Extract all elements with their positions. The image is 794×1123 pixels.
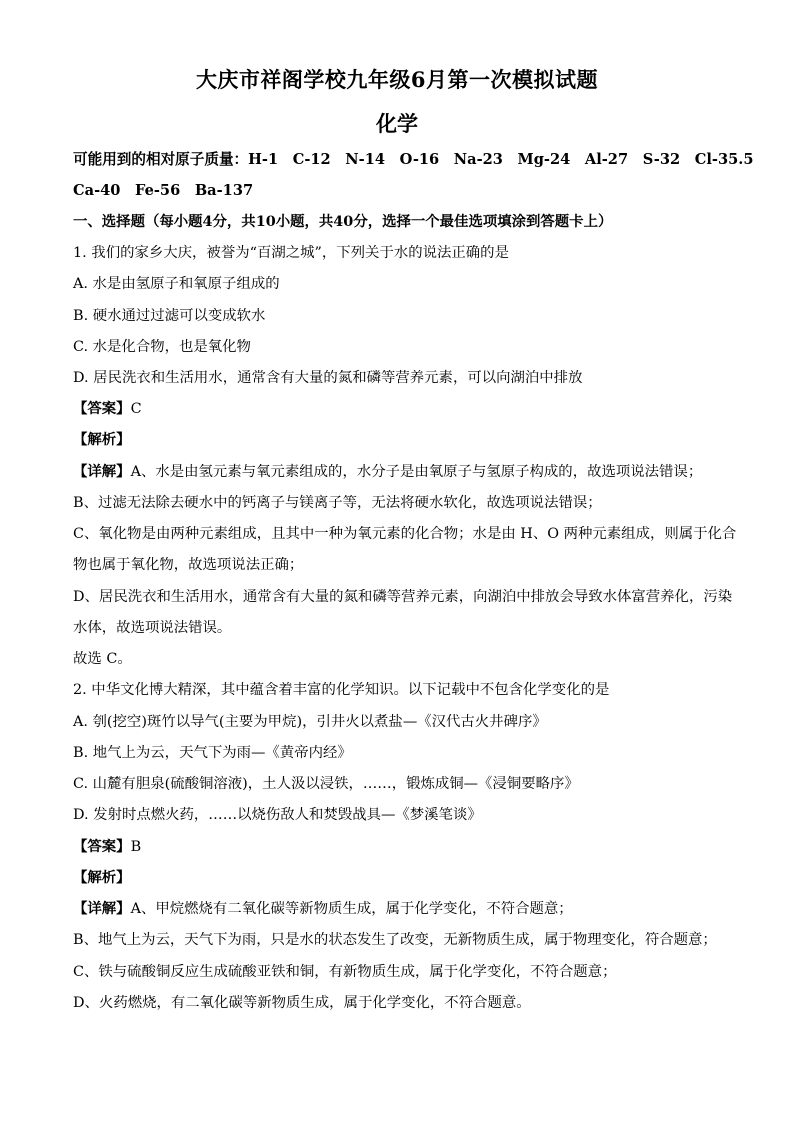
q1-detail-line-6: 水体，故选项说法错误。 [73, 620, 232, 636]
q1-detail-line-2: B、过滤无法除去硬水中的钙离子与镁离子等，无法将硬水软化，故选项说法错误； [73, 495, 602, 511]
q1-answer-label: 【答案】 [73, 400, 131, 417]
q1-option-d: D. 居民洗衣和生活用水，通常含有大量的氮和磷等营养元素，可以向湖泊中排放 [73, 370, 583, 386]
atomic-mass-line-2: Ca-40 Fe-56 Ba-137 [73, 182, 254, 199]
q1-option-b: B. 硬水通过过滤可以变成软水 [73, 308, 266, 324]
q1-analysis-label: 【解析】 [73, 431, 131, 448]
q1-detail-text-1: A、水是由氢元素与氧元素组成的，水分子是由氧原子与氢原子构成的，故选项说法错误； [130, 464, 703, 480]
q1-detail-line-4: 物也属于氧化物，故选项说法正确； [73, 557, 304, 573]
q2-analysis-label: 【解析】 [73, 869, 131, 886]
q1-detail-line-1 [73, 462, 723, 482]
subject-title: 化学 [376, 111, 418, 136]
section-heading: 一、选择题（每小题4分，共10小题，共40分，选择一个最佳选项填涂到答题卡上） [73, 213, 613, 230]
q2-detail-text-1: A、甲烷燃烧有二氧化碳等新物质生成，属于化学变化，不符合题意； [130, 901, 573, 917]
exam-title: 大庆市祥阁学校九年级6月第一次模拟试题 [195, 67, 599, 92]
q2-answer [73, 837, 723, 857]
q2-option-d: D. 发射时点燃火药，……以烧伤敌人和焚毁战具—《梦溪笔谈》 [73, 807, 482, 823]
q1-conclusion: 故选 C。 [73, 651, 132, 667]
q1-detail-line-5: D、居民洗衣和生活用水，通常含有大量的氮和磷等营养元素，向湖泊中排放会导致水体富营养化，污染 [73, 589, 733, 605]
q2-answer-label: 【答案】 [73, 838, 131, 855]
q1-answer [73, 399, 723, 419]
q2-option-c: C. 山麓有胆泉(硫酸铜溶液)，土人汲以浸铁，……，锻炼成铜—《浸铜要略序》 [73, 776, 579, 792]
q2-detail-line-1 [73, 899, 723, 919]
q2-detail-label: 【详解】 [73, 900, 131, 917]
q2-detail-line-4: D、火药燃烧，有二氧化碳等新物质生成，属于化学变化，不符合题意。 [73, 995, 531, 1011]
q1-option-a: A. 水是由氢原子和氧原子组成的 [73, 276, 280, 292]
q2-stem: 2. 中华文化博大精深，其中蕴含着丰富的化学知识。以下记载中不包含化学变化的是 [73, 682, 610, 698]
q1-detail-label: 【详解】 [73, 463, 131, 480]
q1-answer-value: C [130, 401, 142, 417]
q1-stem: 1. 我们的家乡大庆，被誉为“百湖之城”，下列关于水的说法正确的是 [73, 245, 509, 261]
q2-option-b: B. 地气上为云，天气下为雨—《黄帝内经》 [73, 745, 352, 761]
q1-option-c: C. 水是化合物，也是氧化物 [73, 339, 251, 355]
q2-detail-line-3: C、铁与硫酸铜反应生成硫酸亚铁和铜，有新物质生成，属于化学变化，不符合题意； [73, 964, 617, 980]
q2-answer-value: B [130, 839, 142, 855]
q2-option-a: A. 刳(挖空)斑竹以导气(主要为甲烷)，引井火以煮盐—《汉代古火井碑序》 [73, 714, 547, 730]
q1-detail-line-3: C、氧化物是由两种元素组成，且其中一种为氧元素的化合物；水是由 H、O 两种元素组成，则属于化合 [73, 526, 737, 542]
atomic-mass-line-1: 可能用到的相对原子质量：H-1 C-12 N-14 O-16 Na-23 Mg-24 Al-27 S-32 Cl-35.5 [73, 151, 754, 168]
q2-detail-line-2: B、地气上为云，天气下为雨，只是水的状态发生了改变，无新物质生成，属于物理变化，符合题意； [73, 932, 717, 948]
